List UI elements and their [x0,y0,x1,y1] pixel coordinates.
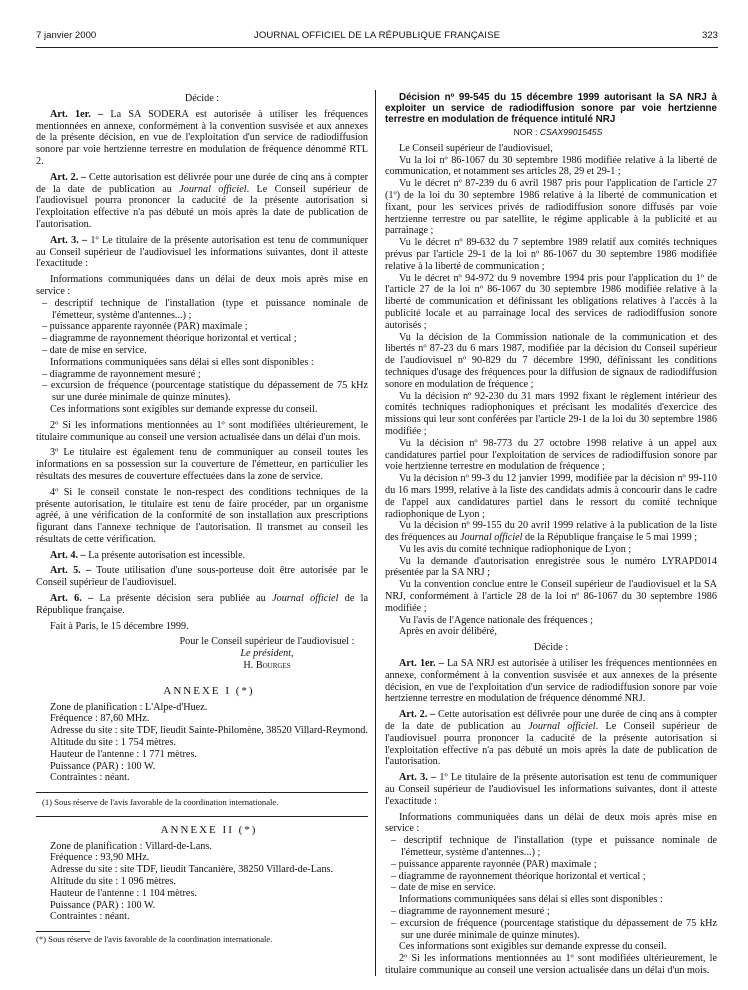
info-paragraph-3: Ces informations sont exigibles sur demande expresse du conseil. [399,941,667,953]
annex-1-line: Fréquence : 87,60 MHz. [50,713,150,725]
header-title: JOURNAL OFFICIEL DE LA RÉPUBLIQUE FRANÇAISE [253,30,501,41]
article-3: Art. 3. – 1º Le titulaire de la présente autorisation est tenu de communiquer au Conseil supérieur de l'audiovisuel les informations suivantes, dont il atteste l'exactitude : [385,772,717,807]
vu-item: Vu la décision nº 99-3 du 12 janvier 1999, modifiée par la décision nº 99-110 du 16 mars 1999, relative à la liste des candidats admis à concourir dans le cadre de l'appel aux candidatures partiel dans le ressort du comité technique radiophonique de Lyon ; [385,473,717,520]
article-5: Art. 5. – Toute utilisation d'une sous-porteuse doit être autorisée par le Conseil supérieur de l'audiovisuel. [36,565,368,589]
page-number: 323 [701,30,718,41]
annex-1-line: Contraintes : néant. [50,772,130,784]
vu-item: Vu le décret nº 87-239 du 6 avril 1987 pris pour l'application de l'article 27 (1º) de la loi du 30 septembre 1986 relative à la liberté de communication et fixant, pour les services privés de radiodiffusion sonore diffusés par voie hertzienne terrestre ou par satellite, le régime applicable à la publicité et au parrainage ; [385,178,717,237]
paragraph-4: 4º Si le conseil constate le non-respect des conditions techniques de la présente autorisation, le titulaire est tenu de faire procéder, par un organisme agréé, à une vérification de la conformité de son installation aux prescriptions figurant dans l'annexe technique de l'autorisation. Il transmet au conseil les résultats de cette vérification. [36,486,368,545]
list-item: – descriptif technique de l'installation (type et puissance nominale de l'émetteur, système d'antennes...) ; [391,835,717,859]
info-paragraph-1: Informations communiquées dans un délai de deux mois après mise en service : [385,811,717,835]
header-date: 7 janvier 2000 [36,30,97,41]
list-item: – puissance apparente rayonnée (PAR) maximale ; [391,858,597,870]
vu-item: Vu le décret nº 89-632 du 7 septembre 1989 relatif aux comités techniques prévus par l'article 29-1 de la loi nº 86-1067 du 30 septembre 1986 modifiée relative à la liberté de communication ; [385,237,717,272]
article-1: Art. 1er. – La SA NRJ est autorisée à utiliser les fréquences mentionnées en annexe, conformément à la convention susvisée et aux annexes de la présente décision, en vue de l'exploitation d'un service de radiodiffusion sonore par voie hertzienne terrestre en modulation de fréquence dénommé NRJ. [385,658,717,705]
info-paragraph-2: Informations communiquées sans délai si elles sont disponibles : [399,894,663,906]
vu-item: Vu la loi nº 86-1067 du 30 septembre 1986 modifiée relative à la liberté de communication, et notamment ses articles 28, 29 et 29-1 ; [385,154,717,178]
annex-2-line: Puissance (PAR) : 100 W. [50,899,156,911]
list-item: – excursion de fréquence (pourcentage statistique du dépassement de 75 kHz sur une durée minimale de quinze minutes). [42,380,368,404]
vu-item: Vu la convention conclue entre le Conseil supérieur de l'audiovisuel et la SA NRJ, conformément à l'article 28 de la loi nº 86-1067 du 30 septembre 1986 modifiée ; [385,579,717,614]
page-header [36,30,718,46]
annex-1-footnote: (1) Sous réserve de l'avis favorable de la coordination internationale. [42,797,279,808]
decide-heading: Décide : [533,642,569,654]
nor-reference: NOR : CSAX9901545S [513,127,603,137]
signature-line-1: Pour le Conseil supérieur de l'audiovisuel : [179,636,355,648]
article-2: Art. 2. – Cette autorisation est délivrée pour une durée de cinq ans à compter de la date de publication au Journal officiel. Le Conseil supérieur de l'audiovisuel pourra prononcer la caducité de la présente autorisation si l'exploitation effective n'a pas débuté un mois après la date de publication de l'autorisation. [385,709,717,768]
annex-2-line: Zone de planification : Villard-de-Lans. [50,840,212,852]
list-item: – diagramme de rayonnement théorique horizontal et vertical ; [391,870,646,882]
info-paragraph-2: Informations communiquées sans délai si elles sont disponibles : [50,356,314,368]
paragraph-2: 2º Si les informations mentionnées au 1º sont modifiées ultérieurement, le titulaire communique au conseil une version actualisée dans un délai d'un mois. [385,953,717,976]
left-column [36,93,368,945]
deliberation-line: Après en avoir délibéré, [399,626,497,638]
list-item: – date de mise en service. [391,882,496,894]
annex-1-line: Zone de planification : L'Alpe-d'Huez. [50,701,208,713]
signature-name: H. Bourges [243,660,291,672]
list-item: – diagramme de rayonnement mesuré ; [391,906,550,917]
vu-item: Vu la décision nº 98-773 du 27 octobre 1998 relative à un appel aux candidatures partiel pour l'exploitation de services de radiodiffusion sonore par voie hertzienne terrestre en modulation de fréquence ; [385,437,717,473]
annex-2-line: Altitude du site : 1 096 mètres. [50,875,176,887]
info-paragraph-3: Ces informations sont exigibles sur demande expresse du conseil. [50,403,318,415]
list-item: – diagramme de rayonnement théorique horizontal et vertical ; [42,333,297,345]
vu-item: Vu la décision de la Commission nationale de la communication et des libertés nº 87-23 du 6 mars 1987, modifiée par la décision du Conseil supérieur de l'audiovisuel nº 90-829 du 7 décembre 1990, définissant les conditions techniques d'usage des fréquences pour la diffusion de signaux de radiodiffusion sonore en modulation de fréquence ; [385,331,717,390]
annex-2-line: Fréquence : 93,90 MHz. [50,852,150,864]
article-1: Art. 1er. – La SA SODERA est autorisée à utiliser les fréquences mentionnées en annexe, conformément à la convention susvisée et aux annexes de la présente décision, en vue de l'exploitation d'un service de radiodiffusion sonore par voie hertzienne terrestre en modulation de fréquence dénommé RTL 2. [36,108,369,167]
annex-1-line: Hauteur de l'antenne : 1 771 mètres. [50,748,197,760]
annex-2-line: Contraintes : néant. [50,911,130,923]
annex-2-footnote: (*) Sous réserve de l'avis favorable de la coordination internationale. [36,934,273,945]
list-item: – descriptif technique de l'installation (type et puissance nominale de l'émetteur, système d'antennes...) ; [42,297,368,321]
list-item: – excursion de fréquence (pourcentage statistique du dépassement de 75 kHz sur une durée minimale de quinze minutes). [391,917,717,941]
list-item: – puissance apparente rayonnée (PAR) maximale ; [42,321,248,333]
annex-2-title: ANNEXE II (*) [160,823,258,836]
signature-line-2: Le président, [240,648,294,660]
annex-2-line: Adresse du site : site TDF, lieudit Tancanière, 38250 Villard-de-Lans. [50,864,334,876]
article-3: Art. 3. – 1º Le titulaire de la présente autorisation est tenu de communiquer au Conseil supérieur de l'audiovisuel les informations suivantes, dont il atteste l'exactitude : [36,234,368,270]
paragraph-3: 3º Le titulaire est également tenu de communiquer au conseil toutes les informations en sa possession sur la couverture de l'émetteur, en particulier les résultats des mesures de couverture effectuées dans la zone de service. [36,447,368,482]
column-divider [375,90,376,976]
info-paragraph-1: Informations communiquées dans un délai de deux mois après mise en service : [36,274,368,297]
vu-item: Vu les avis du comité technique radiophonique de Lyon ; [399,543,632,555]
decision-title: Décision nº 99-545 du 15 décembre 1999 autorisant la SA NRJ à exploiter un service de radiodiffusion sonore par voie hertzienne terrestre en modulation de fréquence intitulé NRJ [385,92,717,125]
decide-heading: Décide : [184,93,220,104]
list-item: – diagramme de rayonnement mesuré ; [42,368,201,380]
vu-item: Vu le décret nº 94-972 du 9 novembre 1994 pris pour l'application du 1º de l'article 27 de la loi nº 86-1067 du 30 septembre 1986 modifiée relative à la liberté de communication et définissant les obligations relatives à l'accès à la publicité locale et au parrainage local des services de radiodiffusion sonore autorisés ; [385,272,717,331]
vu-item: Vu la décision nº 99-155 du 20 avril 1999 relative à la publication de la liste des fréquences au Journal officiel de la République française le 5 mai 1999 ; [385,520,717,544]
paragraph-2: 2º Si les informations mentionnées au 1º sont modifiées ultérieurement, le titulaire communique au conseil une version actualisée dans un délai d'un mois. [36,419,368,443]
header-rule [36,47,718,48]
vu-item: Vu la décision nº 92-230 du 31 mars 1992 fixant le règlement intérieur des comités techniques radiophoniques et précisant les modalités d'exercice des missions qui leur sont conférées par l'article 29-1 de la loi du 30 septembre 1986 modifiée ; [385,390,717,437]
right-column [385,92,717,977]
annex-1-line: Adresse du site : site TDF, lieudit Sainte-Philomène, 38520 Villard-Reymond. [50,725,368,737]
article-2: Art. 2. – Cette autorisation est délivrée pour une durée de cinq ans à compter de la date de publication au Journal officiel. Le Conseil supérieur de l'audiovisuel pourra prononcer la caducité de la présente autorisation si l'exploitation effective n'a pas débuté un mois après la date de publication de l'autorisation. [36,171,368,230]
annex-1-line: Altitude du site : 1 754 mètres. [50,737,176,749]
council-intro: Le Conseil supérieur de l'audiovisuel, [399,142,553,154]
vu-item: Vu la demande d'autorisation enregistrée sous le numéro LYRAPD014 présentée par la SA NRJ ; [385,555,717,579]
article-4: Art. 4. – La présente autorisation est incessible. [50,549,246,561]
footnote-rule [36,931,90,932]
annex-2-line: Hauteur de l'antenne : 1 104 mètres. [50,887,197,899]
annex-1-title: ANNEXE I (*) [163,684,255,697]
annex-1-line: Puissance (PAR) : 100 W. [50,760,156,772]
signature-place-date: Fait à Paris, le 15 décembre 1999. [50,620,189,632]
article-6: Art. 6. – La présente décision sera publiée au Journal officiel de la République française. [36,593,369,616]
vu-item: Vu l'avis de l'Agence nationale des fréquences ; [399,614,593,626]
list-item: – date de mise en service. [42,344,147,356]
